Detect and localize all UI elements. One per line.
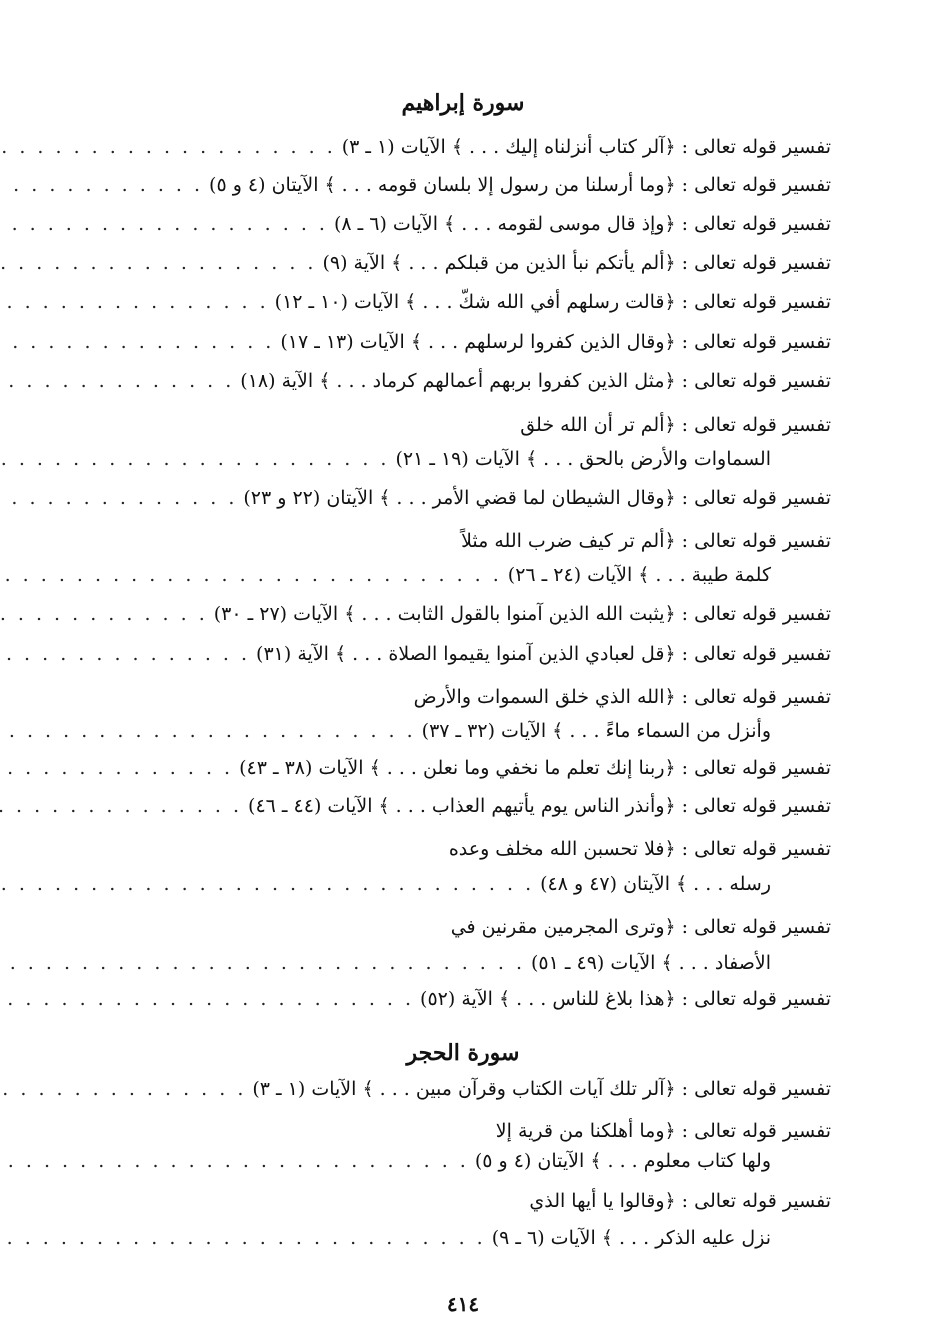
entry-text: تفسير قوله تعالى : ﴿مثل الذين كفروا بربهم أعمالهم كرماد . . . ﴾ الآية (١٨) xyxy=(240,370,831,392)
entry-text: تفسير قوله تعالى : ﴿وقال الشيطان لما قضي الأمر . . . ﴾ الآيتان (٢٢ و ٢٣) xyxy=(243,487,831,509)
entry-text: تفسير قوله تعالى : ﴿قالت رسلهم أفي الله شكّ . . . ﴾ الآيات (١٠ ـ ١٢) xyxy=(274,291,831,313)
toc-entry xyxy=(86,720,831,754)
entry-text: تفسير قوله تعالى : ﴿آلر تلك آيات الكتاب وقرآن مبين . . . ﴾ الآيات (١ ـ ٣) xyxy=(252,1078,831,1100)
toc-entry xyxy=(86,1227,831,1261)
entry-text: تفسير قوله تعالى : ﴿ألم يأتكم نبأ الذين من قبلكم . . . ﴾ الآية (٩) xyxy=(322,252,831,274)
entry-text: تفسير قوله تعالى : ﴿وإذ قال موسى لقومه . . . ﴾ الآيات (٦ ـ ٨) xyxy=(333,213,831,235)
entry-first-line: تفسير قوله تعالى : ﴿ألم تر أن الله خلق xyxy=(520,414,831,436)
toc-entry xyxy=(86,952,831,986)
toc-entry xyxy=(86,564,831,598)
leader-dots xyxy=(0,291,269,313)
leader-dots xyxy=(0,174,203,196)
entry-text: ولها كتاب معلوم . . . ﴾ الآيتان (٤ و ٥) xyxy=(474,1150,771,1172)
entry-text: نزل عليه الذكر . . . ﴾ الآيات (٦ ـ ٩) xyxy=(491,1227,771,1249)
toc-entry xyxy=(86,213,831,247)
leader-dots xyxy=(0,1150,469,1172)
toc-entry xyxy=(86,1150,831,1184)
entry-text: رسله . . . ﴾ الآيتان (٤٧ و ٤٨) xyxy=(540,873,771,895)
leader-dots xyxy=(0,136,336,158)
toc-entry xyxy=(86,603,831,637)
leader-dots xyxy=(0,603,208,625)
leader-dots xyxy=(0,988,414,1010)
toc-entry xyxy=(86,643,831,677)
entry-text: تفسير قوله تعالى : ﴿وأنذر الناس يوم يأتيهم العذاب . . . ﴾ الآيات (٤٤ ـ ٤٦) xyxy=(248,795,831,817)
leader-dots xyxy=(0,564,502,586)
leader-dots xyxy=(0,720,416,742)
toc-entry xyxy=(86,487,831,521)
entry-text: السماوات والأرض بالحق . . . ﴾ الآيات (١٩ ـ ٢١) xyxy=(395,448,771,470)
entry-text: تفسير قوله تعالى : ﴿وقال الذين كفروا لرسلهم . . . ﴾ الآيات (١٣ ـ ١٧) xyxy=(280,331,831,353)
leader-dots xyxy=(0,487,237,509)
surah-ibrahim-heading: سورة إبراهيم xyxy=(401,90,525,116)
entry-text: تفسير قوله تعالى : ﴿قل لعبادي الذين آمنوا يقيموا الصلاة . . . ﴾ الآية (٣١) xyxy=(256,643,831,665)
toc-entry xyxy=(86,291,831,325)
toc-entry xyxy=(86,252,831,286)
surah-al-hijr-heading: سورة الحجر xyxy=(406,1040,520,1066)
leader-dots xyxy=(0,1078,246,1100)
toc-entry xyxy=(86,795,831,829)
entry-first-line: تفسير قوله تعالى : ﴿الله الذي خلق السموات والأرض xyxy=(413,686,831,708)
toc-entry xyxy=(86,757,831,791)
leader-dots xyxy=(0,213,328,235)
entry-text: وأنزل من السماء ماءً . . . ﴾ الآيات (٣٢ ـ ٣٧) xyxy=(421,720,771,742)
entry-first-line: تفسير قوله تعالى : ﴿وقالوا يا أيها الذي xyxy=(529,1190,831,1212)
leader-dots xyxy=(0,757,233,779)
entry-first-line: تفسير قوله تعالى : ﴿فلا تحسبن الله مخلف وعده xyxy=(448,838,831,860)
leader-dots xyxy=(0,252,316,274)
toc-entry xyxy=(86,331,831,365)
toc-entry xyxy=(86,988,831,1022)
entry-text: تفسير قوله تعالى : ﴿يثبت الله الذين آمنوا بالقول الثابت . . . ﴾ الآيات (٢٧ ـ ٣٠) xyxy=(213,603,831,625)
leader-dots xyxy=(0,1227,486,1249)
entry-first-line: تفسير قوله تعالى : ﴿وترى المجرمين مقرنين في xyxy=(450,916,831,938)
leader-dots xyxy=(0,331,274,353)
entry-text: الأصفاد . . . ﴾ الآيات (٤٩ ـ ٥١) xyxy=(530,952,771,974)
entry-text: تفسير قوله تعالى : ﴿وما أرسلنا من رسول إلا بلسان قومه . . . ﴾ الآيتان (٤ و ٥) xyxy=(209,174,831,196)
entry-text: تفسير قوله تعالى : ﴿آلر كتاب أنزلناه إليك . . . ﴾ الآيات (١ ـ ٣) xyxy=(341,136,831,158)
entry-text: تفسير قوله تعالى : ﴿هذا بلاغ للناس . . . ﴾ الآية (٥٢) xyxy=(420,988,831,1010)
leader-dots xyxy=(0,643,250,665)
toc-entry xyxy=(86,1078,831,1112)
leader-dots xyxy=(0,952,525,974)
entry-first-line: تفسير قوله تعالى : ﴿ألم تر كيف ضرب الله مثلاً xyxy=(461,530,831,552)
leader-dots xyxy=(0,873,534,895)
toc-entry xyxy=(86,174,831,208)
leader-dots xyxy=(0,448,389,470)
toc-entry xyxy=(86,370,831,404)
leader-dots xyxy=(0,795,242,817)
page-folio: ٤١٤ xyxy=(446,1292,480,1316)
leader-dots xyxy=(0,370,234,392)
toc-entry xyxy=(86,448,831,482)
entry-text: كلمة طيبة . . . ﴾ الآيات (٢٤ ـ ٢٦) xyxy=(507,564,771,586)
toc-entry xyxy=(86,873,831,907)
entry-text: تفسير قوله تعالى : ﴿ربنا إنك تعلم ما نخفي وما نعلن . . . ﴾ الآيات (٣٨ ـ ٤٣) xyxy=(239,757,831,779)
toc-entry xyxy=(86,136,831,170)
entry-first-line: تفسير قوله تعالى : ﴿وما أهلكنا من قرية إلا xyxy=(495,1120,831,1142)
